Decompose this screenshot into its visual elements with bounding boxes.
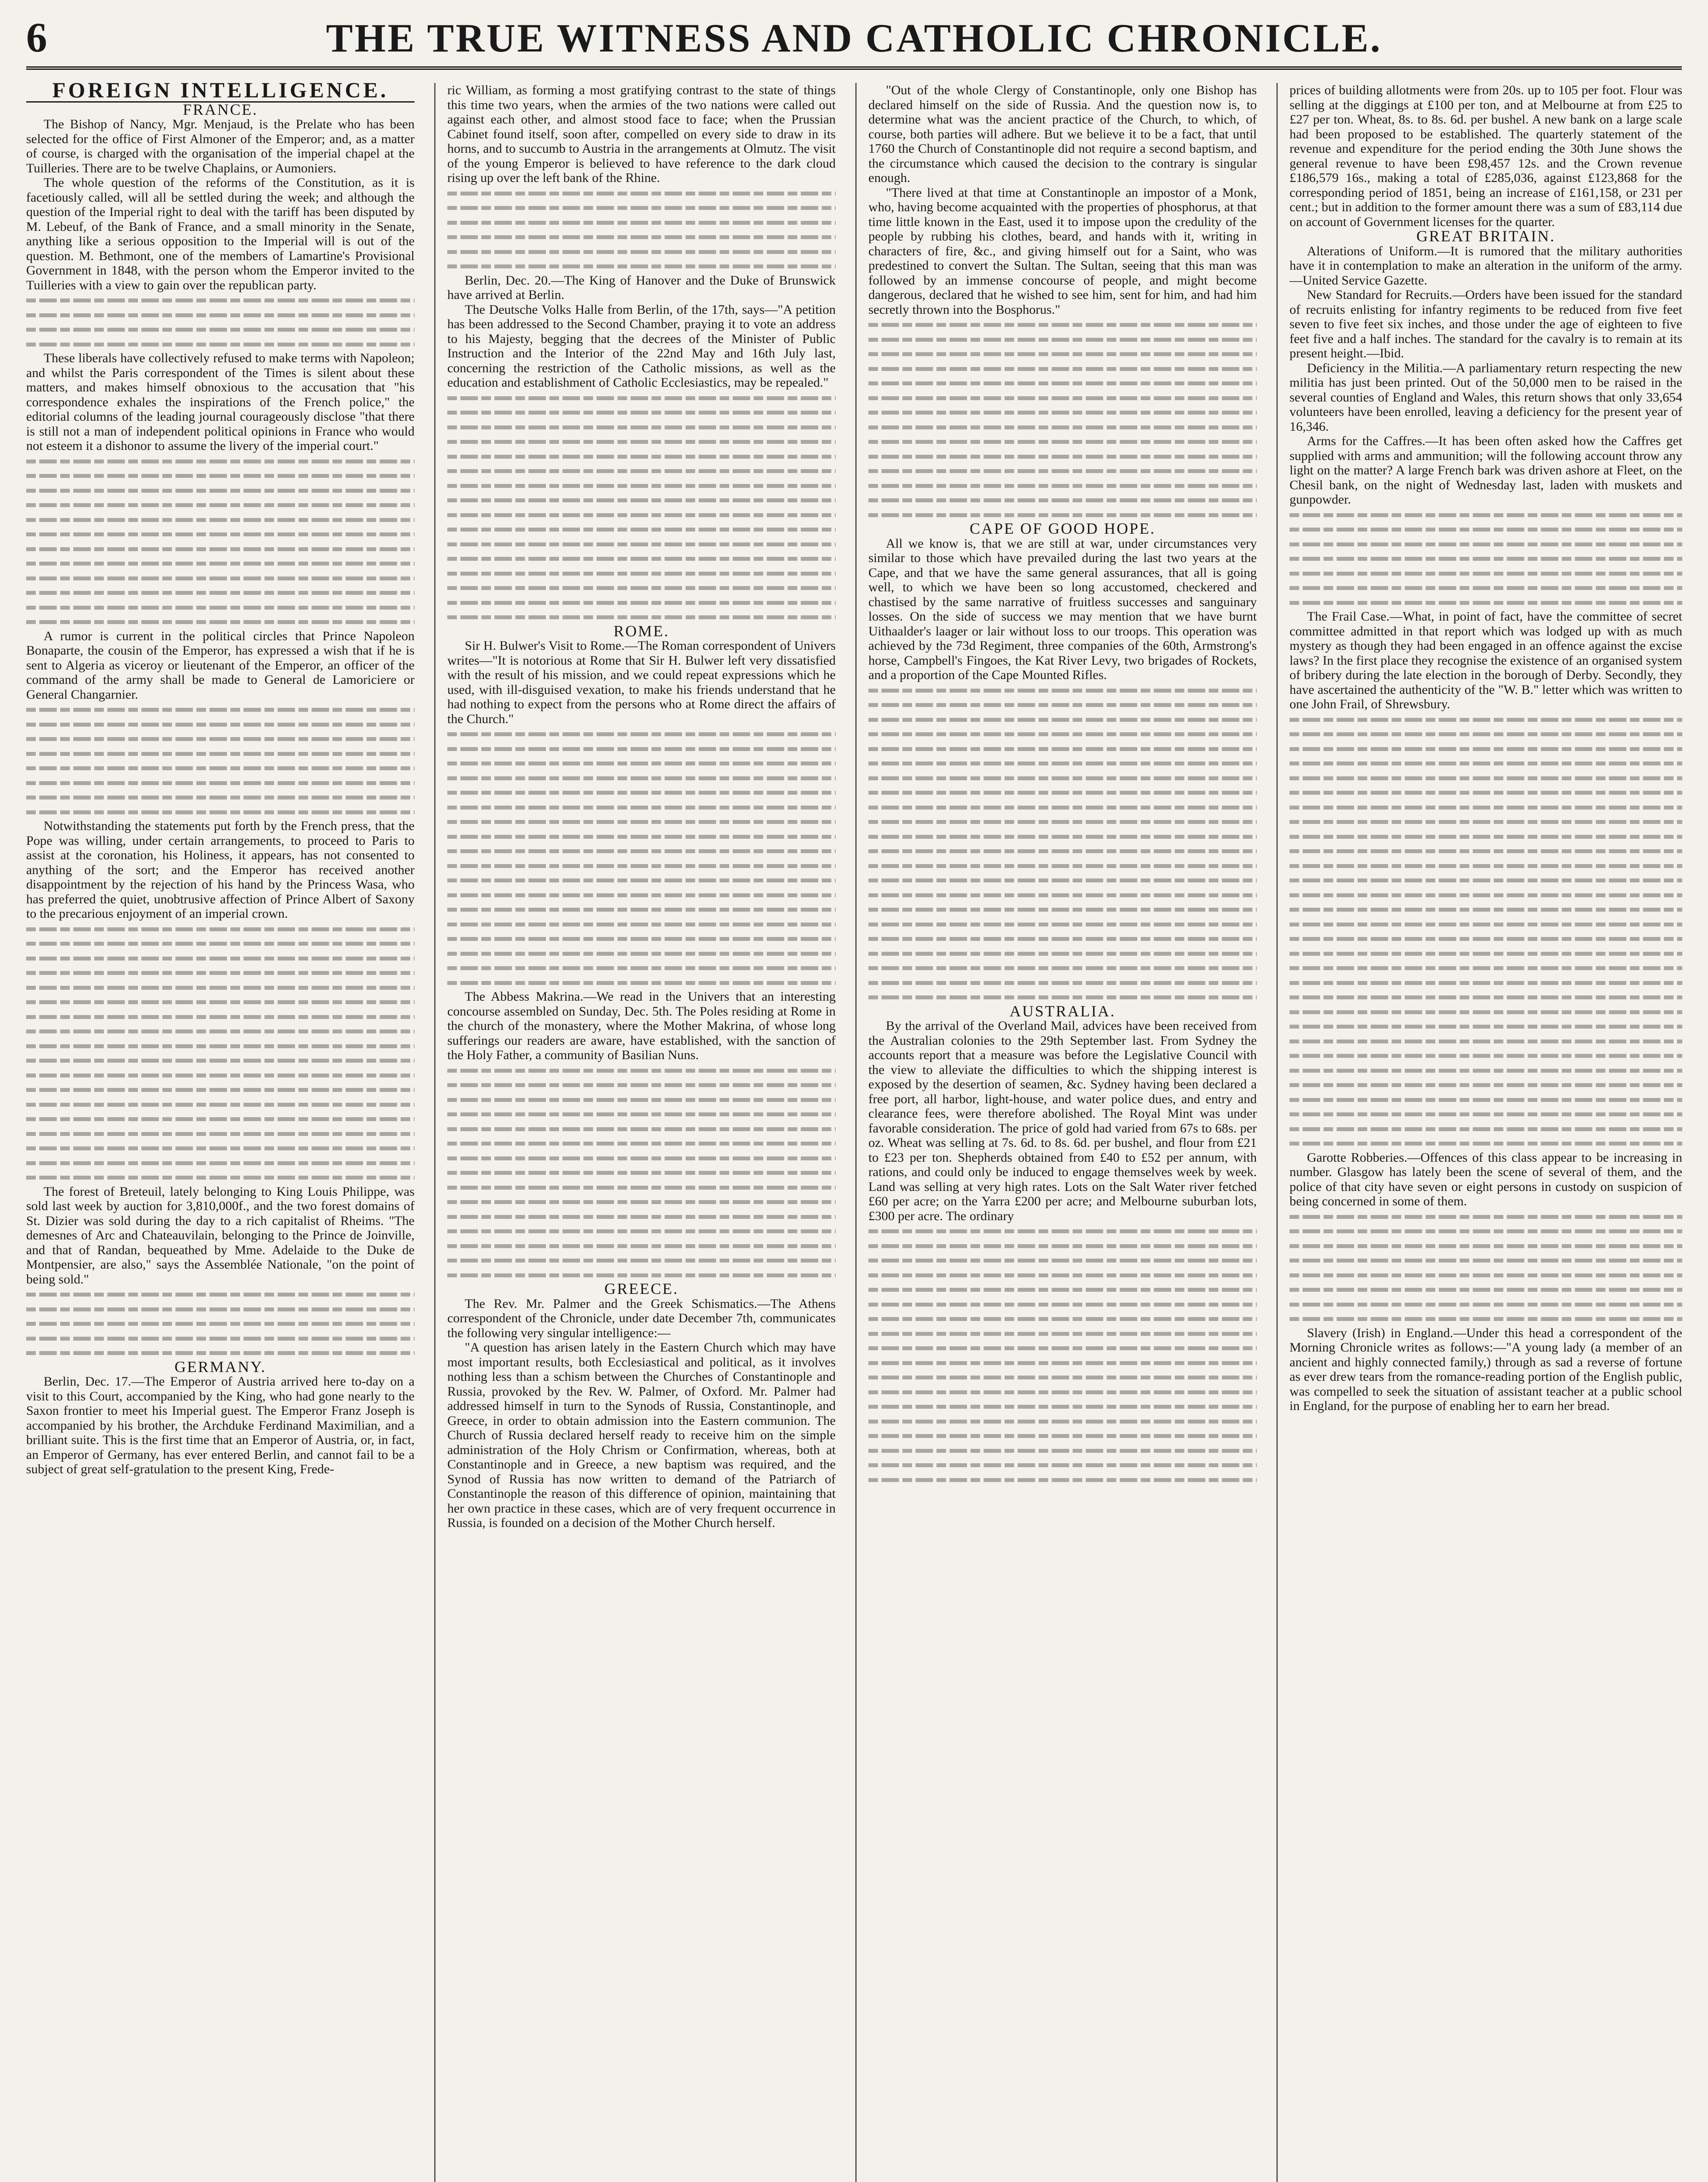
column-2: [447, 83, 836, 2182]
masthead-rule: [26, 66, 1682, 70]
heading-germany: GERMANY.: [174, 1358, 267, 1376]
article-paragraph: The Deutsche Volks Halle from Berlin, of the 17th, says—"A petition has been addressed to the Second Chamber, praying it to vote an address to his Majesty, begging that the decrees of the Minister of Public Instruction and the Interior of the 22nd May and 16th July last, concerning the restriction of the Catholic missions, as well as the education and establishment of Catholic Ecclesiastics, may be repealed.": [447, 302, 836, 390]
illegible-text-block: [26, 921, 415, 1184]
illegible-text-block: [26, 453, 415, 629]
article-paragraph: The forest of Breteuil, lately belonging to King Louis Philippe, was sold last week by auction for 3,810,000f., and the two forest domains of St. Dizier was sold during the day to a rich capitalist of Rheims. "The demesnes of Arc and Chateauvilain, belonging to the Prince de Joinville, and that of Randan, bequeathed by Mme. Adelaide to the Duke de Montpensier, are also," says the Assemblée Nationale, "on the point of being sold.": [26, 1184, 415, 1287]
column-4: [1290, 83, 1682, 2182]
article-paragraph: By the arrival of the Overland Mail, advices have been received from the Australian colonies to the 29th September last. From Sydney the accounts report that a measure was before the Legislative Council with the view to alleviate the difficulties to which the shipping interest is exposed by the desertion of seamen, &c. Sydney having been declared a free port, all harbor, light-house, and water police dues, and entry and clearance fees, were therefore abolished. The Royal Mint was under favorable consideration. The price of gold had varied from 67s to 68s. per oz. Wheat was selling at 7s. 6d. to 8s. 6d. per bushel, and flour from £21 to £23 per ton. Shepherds obtained from £40 to £52 per annum, with rations, and could only be induced to engage themselves week by week. Land was selling at very high rates. Lots on the Salt Water river fetched £60 per acre; on the Yarra £200 per acre; and Melbourne suburban lots, £300 per acre. The ordinary: [868, 1019, 1257, 1223]
illegible-text-block: [868, 317, 1257, 521]
article-paragraph: The Frail Case.—What, in point of fact, have the committee of secret committee admitted in that report which was lodged up with as much mystery as though they had been engaged in an offence against the excise laws? In the first place they recognise the existence of an organised system of bribery during the late election in the borough of Derby. Secondly, they have ascertained the authenticity of the "W. B." letter which was written to one John Frail, of Shrewsbury.: [1290, 609, 1682, 711]
article-paragraph: A rumor is current in the political circles that Prince Napoleon Bonaparte, the cousin of the Emperor, has expressed a wish that if he is sent to Algeria as viceroy or lieutenant of the Emperor, an officer of the command of the army shall be made to General de Lamoriciere or General Changarnier.: [26, 628, 415, 702]
heading-france: FRANCE.: [182, 100, 258, 118]
illegible-text-block: [447, 1063, 836, 1282]
column-3: [868, 83, 1257, 2182]
page-number: 6: [26, 14, 47, 61]
article-paragraph: "A question has arisen lately in the Eastern Church which may have most important results, both Ecclesiastical and political, as it involves nothing less than a schism between the Churches of Constantinople and Russia, provoked by the Rev. W. Palmer, of Oxford. Mr. Palmer had addressed himself in turn to the Synods of Russia, Constantinople, and Greece, in order to obtain admission into the Eastern communion. The Church of Russia declared herself ready to receive him on the simple administration of the Holy Chrism or Confirmation, whereas, both at Constantinople and in Greece, a new baptism was required, and the Synod of Russia has now written to demand of the Patriarch of Constantinople the reason of this difference of opinion, maintaining that her own practice in these cases, which are of very frequent occurrence in Russia, is founded on a decision of the Mother Church herself.: [447, 1340, 836, 1530]
article-paragraph: prices of building allotments were from 20s. up to 105 per foot. Flour was selling at the diggings at £100 per ton, and at Melbourne at from £25 to £27 per ton. Wheat, 8s. to 8s. 6d. per bushel. A new bank on a large scale had been proposed to be established. The quarterly statement of the revenue and expenditure for the period ending the 30th June shows the general revenue to have been £98,457 12s. and the Crown revenue £186,579 16s., making a total of £285,036, against £123,868 for the corresponding period of 1851, being an increase of £161,158, or 231 per cent.; but in addition to the former amount there was a sum of £83,114 due on account of Government licenses for the quarter.: [1290, 83, 1682, 229]
article-paragraph: New Standard for Recruits.—Orders have been issued for the standard of recruits enlisting for infantry regiments to be reduced from five feet seven to five feet six inches, and those under the age of eighteen to five feet five and a half inches. The standard for the cavalry is to remain at its present height.—Ibid.: [1290, 288, 1682, 360]
article-paragraph: The Abbess Makrina.—We read in the Univers that an interesting concourse assembled on Sunday, Dec. 5th. The Poles residing at Rome in the church of the monastery, where the Mother Makrina, of whose long sufferings our readers are aware, have established, with the sanction of the Holy Father, a community of Basilian Nuns.: [447, 989, 836, 1062]
heading-australia: AUSTRALIA.: [1009, 1002, 1116, 1020]
newspaper-title: THE TRUE WITNESS AND CATHOLIC CHRONICLE.: [326, 16, 1382, 60]
illegible-text-block: [447, 390, 836, 624]
illegible-text-block: [26, 702, 415, 819]
article-paragraph: All we know is, that we are still at war, under circumstances very similar to those which have prevailed during the last two years at the Cape, and that we have the same general assurances, that all is going well, to which we have been so long accustomed, checkered and chastised by the same narrative of fruitless successes and sanguinary losses. On the side of success we may mention that we have burnt Uithaalder's laager or lair without loss to our troops. This operation was achieved by the 73d Regiment, three companies of the 60th, Armstrong's horse, Campbell's Fingoes, the Kat River Levy, two brigades of Rockets, and a proportion of the Cape Mounted Rifles.: [868, 536, 1257, 682]
masthead: [26, 13, 1682, 70]
article-paragraph: Deficiency in the Militia.—A parliamentary return respecting the new militia has just been printed. Out of the 50,000 men to be raised in the several counties of England and Wales, this return shows that only 33,654 volunteers have been enrolled, leaving a deficiency for the present year of 16,346.: [1290, 360, 1682, 434]
column-1: [26, 83, 415, 2182]
heading-cape-of-good-hope: CAPE OF GOOD HOPE.: [969, 520, 1156, 537]
heading-greece: GREECE.: [604, 1280, 679, 1297]
illegible-text-block: [868, 1223, 1257, 1486]
heading-rome: ROME.: [613, 622, 669, 640]
article-paragraph: Slavery (Irish) in England.—Under this head a correspondent of the Morning Chronicle writes as follows:—"A young lady (a member of an ancient and highly connected family,) through as sad a reverse of fortune as ever drew tears from the romance-reading portion of the English public, was compelled to seek the situation of assistant teacher at a public school in England, for the purpose of enabling her to earn her bread.: [1290, 1325, 1682, 1413]
article-paragraph: "There lived at that time at Constantinople an impostor of a Monk, who, having become acquainted with the properties of phosphorus, at that time little known in the East, used it to impose upon the credulity of the people by rubbing his clothes, beard, and hands with it, writing in characters of fire, &c., and giving himself out for a Saint, who was predestined to convert the Sultan. The Sultan, seeing that this man was followed by an immense concourse of people, and might become dangerous, declared that he wished to see him, sent for him, and had him secretly thrown into the Bosphorus.": [868, 185, 1257, 317]
illegible-text-block: [1290, 507, 1682, 610]
article-paragraph: These liberals have collectively refused to make terms with Napoleon; and whilst the Paris correspondent of the Times is silent about these matters, and makes himself obnoxious to the accusation that "his correspondence exhales the inspirations of the French police," the editorial columns of the leading journal courageously disclose "that there is still not a man of independent political opinions in France who would not esteem it a dishonor to assume the livery of the imperial court.": [26, 351, 415, 453]
article-paragraph: Garotte Robberies.—Offences of this class appear to be increasing in number. Glasgow has lately been the scene of several of them, and the police of that city have seven or eight persons in custody on suspicion of being concerned in some of them.: [1290, 1150, 1682, 1208]
column-divider: [434, 83, 436, 2182]
article-paragraph: Berlin, Dec. 17.—The Emperor of Austria arrived here to-day on a visit to this Court, accompanied by the King, who had gone nearly to the Saxon frontier to meet his Imperial guest. The Emperor Franz Joseph is accompanied by his brother, the Archduke Ferdinand Maximilian, and a brilliant suite. This is the first time that an Emperor of Austria, or, in fact, an Emperor of Germany, has ever entered Berlin, and cannot fail to be a subject of great self-gratulation to the present King, Frede-: [26, 1374, 415, 1476]
column-divider: [1276, 83, 1278, 2182]
article-paragraph: Berlin, Dec. 20.—The King of Hanover and the Duke of Brunswick have arrived at Berlin.: [447, 273, 836, 302]
column-divider: [855, 83, 857, 2182]
article-paragraph: The Bishop of Nancy, Mgr. Menjaud, is the Prelate who has been selected for the office of First Almoner of the Emperor; and, as a matter of course, is charged with the organisation of the imperial chapel at the Tuilleries. There are to be twelve Chaplains, or Aumoniers.: [26, 117, 415, 175]
illegible-text-block: [26, 292, 415, 351]
illegible-text-block: [1290, 712, 1682, 1150]
illegible-text-block: [447, 185, 836, 273]
illegible-text-block: [447, 726, 836, 989]
article-paragraph: The whole question of the reforms of the Constitution, as it is facetiously called, will all be settled during the week; and although the question of the Imperial right to deal with the tariff has been disputed by M. Lebeuf, of the Bank of France, and a small minority in the Senate, anything like a serious opposition to the Imperial will is out of the question. M. Bethmont, one of the members of Lamartine's Provisional Government in 1848, with the person whom the Emperor invited to the Tuilleries with a view to gain over the republican party.: [26, 175, 415, 292]
article-paragraph: Notwithstanding the statements put forth by the French press, that the Pope was willing, under certain arrangements, to proceed to Paris to assist at the coronation, his Holiness, it appears, has not consented to anything of the sort; and the Emperor has received another disappointment by the rejection of his hand by the Princess Wasa, who has preferred the quiet, unobtrusive affection of Prince Albert of Saxony to the precarious enjoyment of an imperial crown.: [26, 819, 415, 921]
illegible-text-block: [868, 683, 1257, 1004]
article-paragraph: ric William, as forming a most gratifying contrast to the state of things this time two years, when the armies of the two nations were called out against each other, and almost stood face to face; when the Prussian Cabinet found itself, soon after, compelled on every side to draw in its horns, and to succumb to Austria in the arrangements at Olmutz. The visit of the young Emperor is believed to have reference to the dark cloud rising up over the left bank of the Rhine.: [447, 83, 836, 185]
illegible-text-block: [26, 1287, 415, 1360]
article-paragraph: Alterations of Uniform.—It is rumored that the military authorities have it in contemplation to make an alteration in the uniform of the army.—United Service Gazette.: [1290, 244, 1682, 288]
article-paragraph: "Out of the whole Clergy of Constantinople, only one Bishop has declared himself on the side of Russia. And the question now is, to determine what was the ancient practice of the Church, to which, of course, both parties will adhere. But we believe it to be a fact, that until 1760 the Church of Constantinople did not require a second baptism, and the circumstance which caused the decision to the contrary is singular enough.: [868, 83, 1257, 185]
illegible-text-block: [1290, 1209, 1682, 1326]
article-paragraph: The Rev. Mr. Palmer and the Greek Schismatics.—The Athens correspondent of the Chronicle, under date December 7th, communicates the following very singular intelligence:—: [447, 1296, 836, 1340]
heading-great-britain: GREAT BRITAIN.: [1416, 227, 1556, 245]
section-heading-foreign: FOREIGN INTELLIGENCE.: [26, 83, 415, 103]
article-paragraph: Sir H. Bulwer's Visit to Rome.—The Roman correspondent of Univers writes—"It is notorious at Rome that Sir H. Bulwer left very dissatisfied with the result of his mission, and we could repeat expressions which he used, with ill-disguised vexation, to make his friends understand that he had nothing to expect from the persons who at Rome direct the affairs of the Church.": [447, 638, 836, 726]
article-paragraph: Arms for the Caffres.—It has been often asked how the Caffres get supplied with arms and ammunition; will the following account throw any light on the matter? A large French bark was driven ashore at Fleet, on the Chesil bank, on the night of Wednesday last, laden with muskets and gunpowder.: [1290, 434, 1682, 507]
